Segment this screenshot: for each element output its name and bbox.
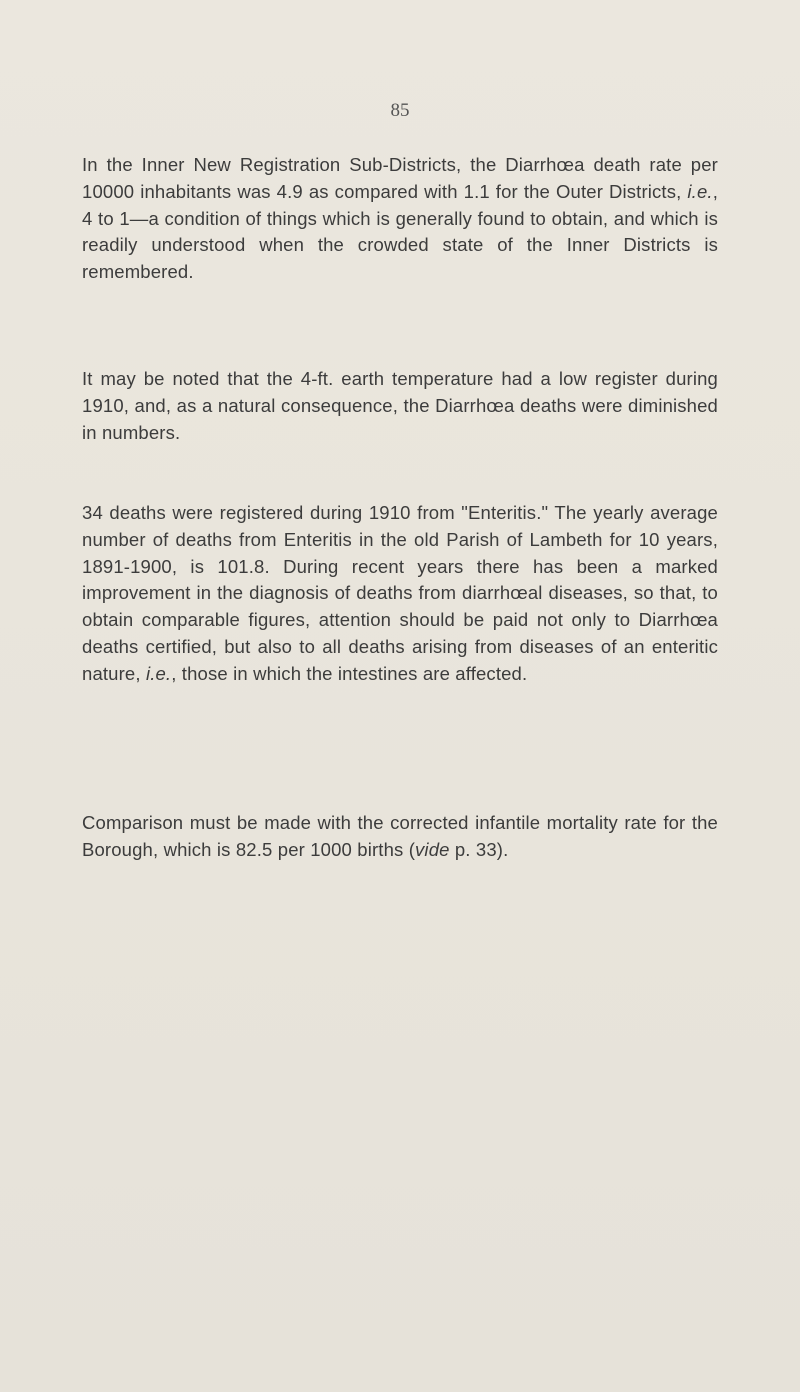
- italic-vide: vide: [415, 838, 450, 860]
- paragraph-text: , those in which the intestines are affected.: [171, 662, 528, 684]
- paragraph-text: 34 deaths were registered during 1910 from "Enteritis." The yearly average number of deaths from Enteritis in the old Parish of Lambeth for 10 years, 1891-1900, is 101.8. During recent years there has been a marked improvement in the diagnosis of deaths from diarrhœal diseases, so that, to obtain comparable figures, attention should be paid not only to Diarrhœa deaths certified, but also to all deaths arising from diseases of an enteritic nature,: [82, 502, 718, 684]
- paragraph-text: It may be noted that the 4-ft. earth temperature had a low register during 1910, and, as a natural consequence, the Diarrhœa deaths were diminished in numbers.: [82, 368, 718, 443]
- italic-abbrev: i.e.: [687, 180, 713, 202]
- italic-abbrev: i.e.: [145, 662, 172, 684]
- page-number: 85: [390, 100, 410, 121]
- paragraph-text: In the Inner New Registration Sub-Districts, the Diarrhœa death rate per 10000 inhabitants was 4.9 as compared with 1.1 for the Outer Districts,: [82, 154, 718, 202]
- paragraph-comparison: [82, 810, 718, 864]
- paragraph-text: Comparison must be made with the corrected infantile mortality rate for the Borough, which is 82.5 per 1000 births (: [82, 812, 718, 860]
- paragraph-text: , 4 to 1—a condition of things which is generally found to obtain, and which is readily understood when the crowded state of the Inner Districts is remembered.: [82, 180, 718, 283]
- paragraph-enteritis: [82, 500, 718, 688]
- paragraph-earth-temperature: [82, 366, 718, 446]
- paragraph-text: p. 33).: [449, 838, 509, 860]
- paragraph-diarrhoea-rate: [82, 152, 718, 286]
